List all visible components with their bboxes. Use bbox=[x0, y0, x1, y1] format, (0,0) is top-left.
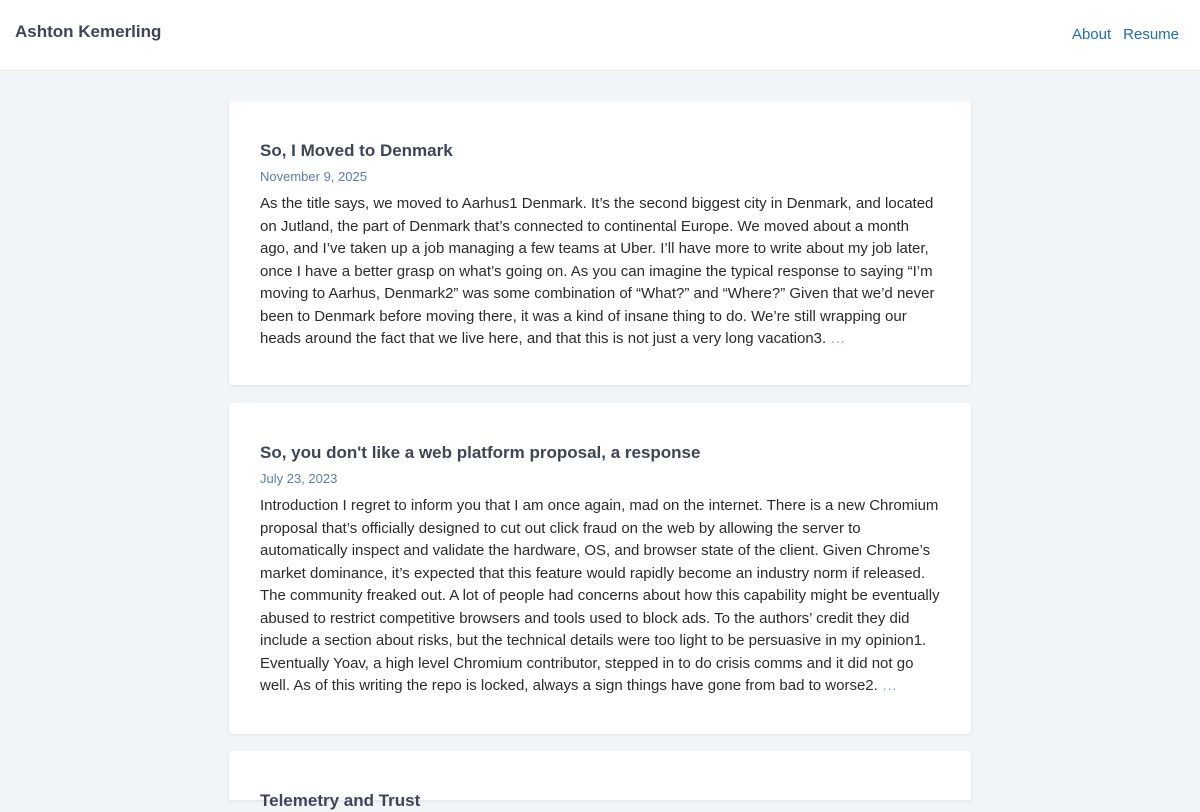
post-title-link[interactable]: So, you don't like a web platform proposal, a response bbox=[260, 443, 701, 462]
main-nav bbox=[1072, 25, 1179, 45]
post-excerpt bbox=[260, 193, 940, 351]
post-card bbox=[229, 403, 971, 734]
post-card bbox=[229, 101, 971, 385]
post-excerpt-text: As the title says, we moved to Aarhus1 Denmark. It’s the second biggest city in Denmark, and located on Jutland, the part of Denmark that’s connected to continental Europe. We moved about a month ago, and I’ve taken up a job managing a few teams at Uber. I’ll have more to write about my job later, once I have a better grasp on what’s going on. As you can imagine the typical response to saying “I’m moving to Aarhus, Denmark2” was some combination of “What?” and “Where?” Given that we’d never been to Denmark before moving there, it was a kind of insane thing to do. We’re still wrapping our heads around the fact that we live here, and that this is not just a very long vacation3. bbox=[260, 195, 935, 347]
nav-resume-link[interactable]: Resume bbox=[1123, 26, 1179, 43]
read-more-link[interactable]: … bbox=[830, 330, 846, 347]
post-title-link[interactable]: Telemetry and Trust bbox=[260, 791, 421, 810]
post-excerpt-text: Introduction I regret to inform you that I am once again, mad on the internet. There is a new Chromium proposal that’s officially designed to cut out click fraud on the web by allowing the server to automatically inspect and validate the hardware, OS, and browser state of the client. Given Chrome’s market dominance, it’s expected that this feature would rapidly become an industry norm if released. The community freaked out. A lot of people had concerns about how this capability might be eventually abused to restrict competitive browsers and tools used to block ads. To the authors’ credit they did include a section about risks, but the technical details were too light to be persuasive in my opinion1. Eventually Yoav, a high level Chromium contributor, stepped in to do crisis comms and it did not go well. As of this writing the repo is locked, always a sign things have gone from bad to worse2. bbox=[260, 497, 940, 694]
nav-about-link[interactable]: About bbox=[1071, 26, 1112, 43]
site-header bbox=[0, 0, 1200, 71]
post-date: November 9, 2025 bbox=[260, 169, 367, 184]
read-more-link[interactable]: … bbox=[882, 677, 897, 694]
post-card bbox=[229, 751, 971, 810]
post-title-link[interactable]: So, I Moved to Denmark bbox=[260, 141, 453, 160]
post-date: July 23, 2023 bbox=[260, 471, 338, 486]
post-excerpt bbox=[260, 495, 940, 698]
site-title-link[interactable]: Ashton Kemerling bbox=[15, 22, 162, 41]
